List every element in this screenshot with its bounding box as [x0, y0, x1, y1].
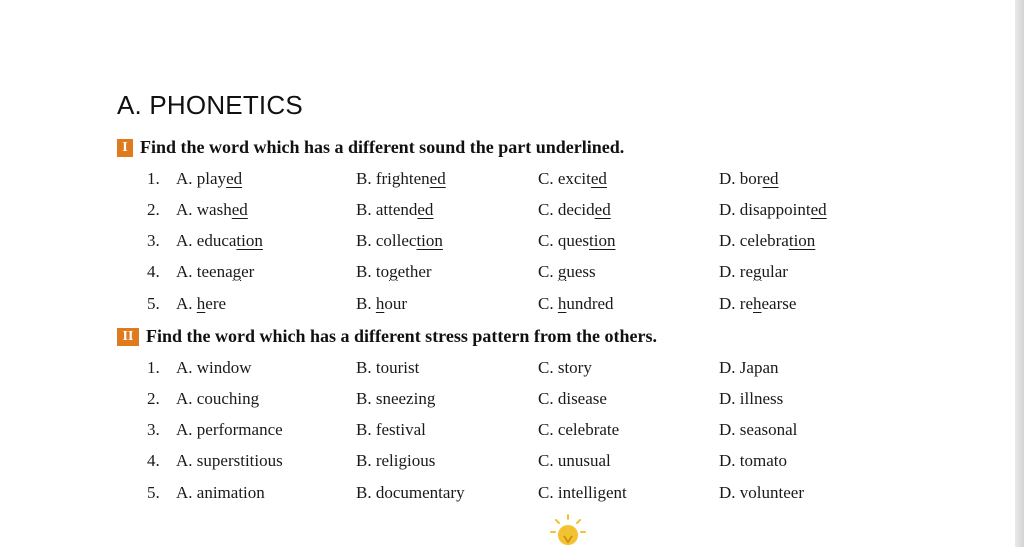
section-2-heading	[117, 326, 657, 347]
option-b	[356, 262, 432, 282]
option-a	[176, 231, 263, 251]
word-part: Japan	[739, 358, 779, 377]
option-a	[176, 169, 242, 189]
option-a	[176, 200, 248, 220]
option-a	[176, 389, 259, 409]
word-part: frighten	[375, 169, 430, 188]
underlined-part: tion	[788, 231, 816, 250]
option-letter: D.	[719, 483, 736, 502]
word-part: re	[739, 294, 753, 313]
underlined-part: ed	[590, 169, 607, 188]
word-part: window	[196, 358, 252, 377]
option-letter: B.	[356, 294, 372, 313]
word-part: uess	[566, 262, 596, 281]
option-letter: C.	[538, 294, 554, 313]
option-letter: A.	[176, 451, 193, 470]
word-part: decid	[557, 200, 595, 219]
question-number: 3.	[147, 420, 160, 439]
underlined-part: ed	[226, 169, 243, 188]
question-number: 4.	[147, 262, 160, 281]
option-letter: A.	[176, 200, 193, 219]
word-part: illness	[739, 389, 784, 408]
word-part: celebrate	[557, 420, 620, 439]
underlined-part: g	[753, 262, 762, 281]
option-letter: A.	[176, 262, 193, 281]
underlined-part: h	[375, 294, 385, 313]
question-row	[0, 358, 1000, 380]
option-letter: C.	[538, 358, 554, 377]
option-c	[538, 231, 615, 251]
word-part: documentary	[375, 483, 465, 502]
option-c	[538, 483, 627, 503]
option-letter: C.	[538, 389, 554, 408]
word-part: story	[557, 358, 592, 377]
question-number: 5.	[147, 483, 160, 502]
underlined-part: ed	[231, 200, 248, 219]
option-a	[176, 420, 283, 440]
option-letter: D.	[719, 200, 736, 219]
word-part: unusual	[557, 451, 611, 470]
word-part: teena	[196, 262, 233, 281]
word-part: excit	[557, 169, 591, 188]
option-letter: A.	[176, 294, 193, 313]
option-letter: D.	[719, 389, 736, 408]
option-c	[538, 420, 619, 440]
option-d	[719, 483, 804, 503]
option-c	[538, 262, 596, 282]
option-b	[356, 451, 435, 471]
word-part: tomato	[739, 451, 787, 470]
lightbulb-icon	[550, 514, 586, 547]
question-number: 1.	[147, 358, 160, 377]
question-number: 2.	[147, 389, 160, 408]
question-row	[0, 420, 1000, 442]
option-c	[538, 451, 611, 471]
option-letter: B.	[356, 483, 372, 502]
page-edge-shadow	[1015, 0, 1024, 547]
option-d	[719, 358, 779, 378]
option-b	[356, 358, 419, 378]
word-part: celebra	[739, 231, 789, 250]
option-d	[719, 389, 783, 409]
option-letter: B.	[356, 420, 372, 439]
word-part: performance	[196, 420, 283, 439]
option-d	[719, 420, 797, 440]
question-row	[0, 389, 1000, 411]
question-number: 2.	[147, 200, 160, 219]
word-part: ques	[557, 231, 590, 250]
underlined-part: ed	[429, 169, 446, 188]
option-letter: A.	[176, 389, 193, 408]
word-part: re	[739, 262, 753, 281]
word-part: attend	[375, 200, 418, 219]
option-b	[356, 483, 465, 503]
option-d	[719, 262, 788, 282]
option-letter: A.	[176, 483, 193, 502]
option-d	[719, 200, 827, 220]
option-letter: B.	[356, 169, 372, 188]
option-c	[538, 200, 611, 220]
underlined-part: ed	[762, 169, 779, 188]
underlined-part: tion	[416, 231, 443, 250]
underlined-part: g	[232, 262, 242, 281]
question-number: 4.	[147, 451, 160, 470]
option-letter: D.	[719, 294, 736, 313]
question-row	[0, 169, 1000, 191]
question-number: 1.	[147, 169, 160, 188]
word-part: superstitious	[196, 451, 283, 470]
word-part: sneezing	[375, 389, 436, 408]
option-b	[356, 231, 443, 251]
word-part: disappoint	[739, 200, 811, 219]
word-part: collec	[375, 231, 417, 250]
word-part: ere	[205, 294, 227, 313]
section-2-badge: II	[117, 328, 139, 346]
word-part: festival	[375, 420, 426, 439]
word-part: wash	[196, 200, 232, 219]
question-row	[0, 231, 1000, 253]
option-letter: D.	[719, 420, 736, 439]
option-b	[356, 389, 435, 409]
word-part: animation	[196, 483, 265, 502]
option-a	[176, 358, 252, 378]
option-a	[176, 483, 265, 503]
option-d	[719, 231, 815, 251]
underlined-part: h	[557, 294, 567, 313]
option-c	[538, 169, 607, 189]
option-letter: C.	[538, 483, 554, 502]
option-a	[176, 451, 283, 471]
word-part: er	[241, 262, 255, 281]
option-d	[719, 169, 779, 189]
option-letter: B.	[356, 389, 372, 408]
underlined-part: g	[389, 262, 398, 281]
option-d	[719, 294, 796, 314]
option-c	[538, 389, 607, 409]
word-part: couching	[196, 389, 260, 408]
underlined-part: tion	[236, 231, 263, 250]
word-part: intelligent	[557, 483, 627, 502]
word-part: volunteer	[739, 483, 804, 502]
option-c	[538, 294, 614, 314]
option-b	[356, 169, 446, 189]
word-part: our	[384, 294, 408, 313]
option-letter: A.	[176, 231, 193, 250]
word-part: educa	[196, 231, 237, 250]
question-row	[0, 294, 1000, 316]
underlined-part: tion	[589, 231, 616, 250]
option-d	[719, 451, 787, 471]
section-1-badge: I	[117, 139, 133, 157]
section-1-heading	[117, 137, 624, 158]
question-number: 3.	[147, 231, 160, 250]
option-letter: B.	[356, 200, 372, 219]
option-letter: D.	[719, 451, 736, 470]
word-part: ular	[761, 262, 788, 281]
word-part: religious	[375, 451, 436, 470]
option-b	[356, 294, 407, 314]
word-part: seasonal	[739, 420, 798, 439]
question-row	[0, 451, 1000, 473]
word-part: earse	[761, 294, 797, 313]
option-letter: B.	[356, 231, 372, 250]
underlined-part: h	[196, 294, 206, 313]
question-row	[0, 262, 1000, 284]
word-part: bor	[739, 169, 763, 188]
option-letter: B.	[356, 451, 372, 470]
section-1-instruction: Find the word which has a different sound the part underlined.	[140, 137, 625, 157]
option-letter: C.	[538, 420, 554, 439]
question-row	[0, 483, 1000, 505]
underlined-part: ed	[417, 200, 434, 219]
word-part: play	[196, 169, 227, 188]
question-row	[0, 200, 1000, 222]
option-letter: D.	[719, 358, 736, 377]
option-letter: A.	[176, 358, 193, 377]
option-a	[176, 294, 226, 314]
underlined-part: g	[557, 262, 567, 281]
option-b	[356, 200, 433, 220]
option-letter: C.	[538, 169, 554, 188]
option-letter: D.	[719, 262, 736, 281]
option-letter: B.	[356, 262, 372, 281]
underlined-part: ed	[810, 200, 827, 219]
page-title: A. PHONETICS	[117, 90, 303, 120]
section-2-instruction: Find the word which has a different stress pattern from the others.	[146, 326, 657, 346]
option-c	[538, 358, 592, 378]
option-letter: D.	[719, 169, 736, 188]
word-part: to	[375, 262, 390, 281]
option-b	[356, 420, 426, 440]
option-letter: A.	[176, 169, 193, 188]
option-letter: C.	[538, 231, 554, 250]
option-letter: C.	[538, 200, 554, 219]
question-number: 5.	[147, 294, 160, 313]
option-letter: C.	[538, 451, 554, 470]
underlined-part: ed	[594, 200, 611, 219]
option-letter: D.	[719, 231, 736, 250]
word-part: tourist	[375, 358, 420, 377]
word-part: ether	[397, 262, 432, 281]
word-part: undred	[566, 294, 614, 313]
option-letter: A.	[176, 420, 193, 439]
word-part: disease	[557, 389, 607, 408]
option-letter: C.	[538, 262, 554, 281]
option-letter: B.	[356, 358, 372, 377]
underlined-part: h	[753, 294, 762, 313]
option-a	[176, 262, 254, 282]
